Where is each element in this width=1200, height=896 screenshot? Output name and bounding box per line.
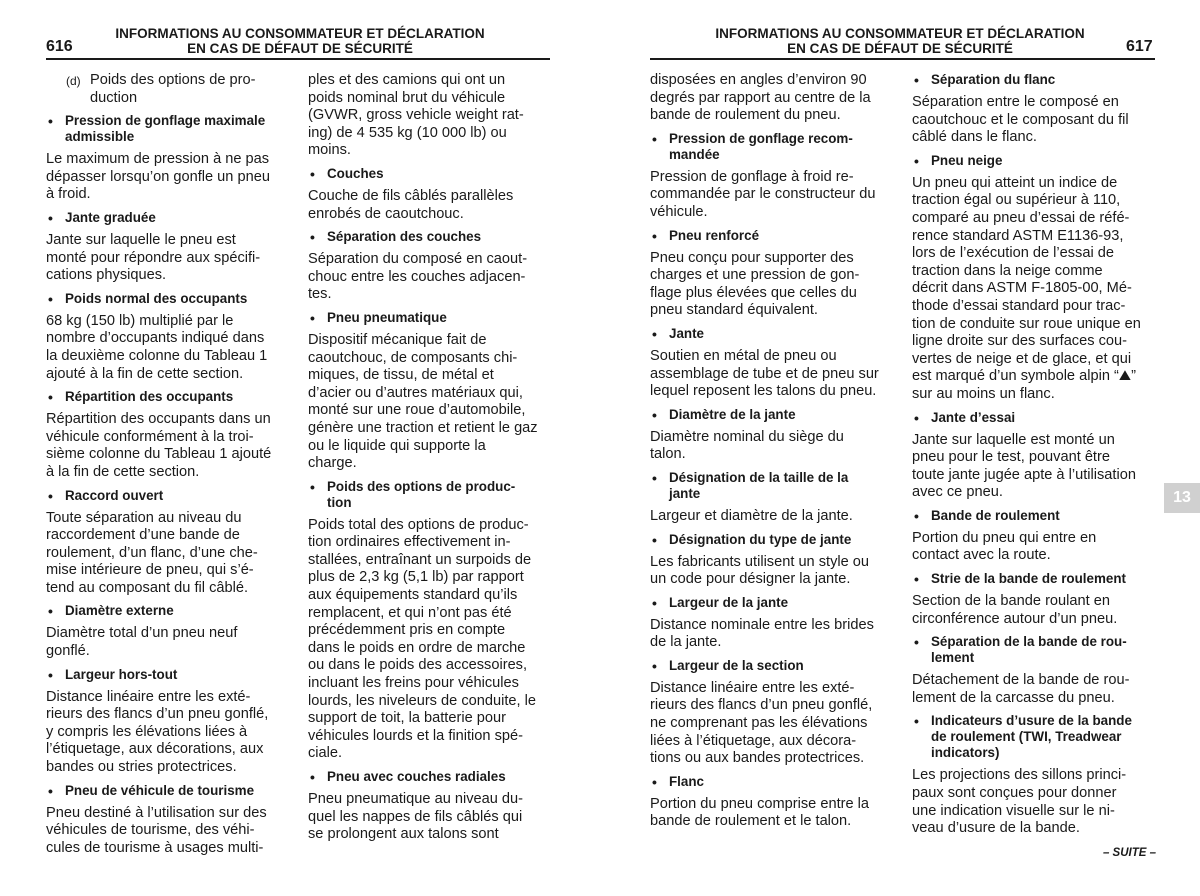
left-header-line2: EN CAS DE DÉFAUT DE SÉCURITÉ (187, 41, 413, 56)
term-heading: • Séparation du flanc (912, 72, 1160, 88)
term-heading: • Séparation de la bande de rou- lement (912, 634, 1160, 666)
right-page-number: 617 (1126, 38, 1153, 55)
definition-text: Distance nominale entre les brides de la jante. (650, 616, 874, 651)
term-heading: • Largeur de la section (650, 658, 900, 674)
term-heading: • Poids normal des occupants (46, 291, 296, 307)
right-header-line2: EN CAS DE DÉFAUT DE SÉCURITÉ (787, 41, 1013, 56)
term-heading: • Pneu neige (912, 153, 1160, 169)
term-heading: • Pneu de véhicule de tourisme (46, 783, 296, 799)
left-page-header (70, 26, 530, 56)
definition-text: Répartition des occupants dans un véhicule conformément à la troi- sième colonne du Tableau 1 ajouté à la fin de cette section. (46, 411, 272, 480)
section-tab[interactable]: 13 (1164, 483, 1200, 513)
definition-text: Pneu destiné à l’utilisation sur des véhicules de tourisme, des véhi- cules de tourisme à usages multi- (46, 804, 267, 856)
term-heading: • Largeur de la jante (650, 595, 900, 611)
term-heading: • Indicateurs d’usure de la bande de roulement (TWI, Treadwear indicators) (912, 713, 1160, 761)
definition-text: disposées en angles d’environ 90 degrés par rapport au centre de la bande de roulement du pneu. (650, 72, 871, 124)
term-heading: • Jante d’essai (912, 410, 1160, 426)
definition-text: Les projections des sillons princi- paux sont conçues pour donner une indication visuelle sur le ni- veau d’usure de la bande. (912, 767, 1127, 837)
term-heading: • Couches (308, 166, 554, 182)
continued-footer: – SUITE – (1102, 847, 1156, 859)
term-heading: • Jante graduée (46, 210, 296, 226)
term-heading: • Pression de gonflage maximale admissible (46, 113, 296, 145)
definition-text: Un pneu qui atteint un indice de traction égal ou supérieur à 110, comparé au pneu d’essai de réfé- rence standard ASTM E1136-93, lors de l’exécution de l’essai de traction dans la neige comme décrit dans ASTM F-1805-00, Mé- thode d’essai standard pour trac- tion de conduite sur roue unique en ligne droite sur des surfaces cou- vertes de neige et de glace, et qui est marqué d’un symbole alpin “⛰” sur au moins un flanc. (912, 174, 1141, 402)
term-heading: • Diamètre de la jante (650, 407, 900, 423)
definition-text: Pneu conçu pour supporter des charges et une pression de gon- flage plus élevées que celles du pneu standard équivalent. (650, 249, 860, 319)
definition-text: Distance linéaire entre les exté- rieurs des flancs d’un pneu gonflé, y compris les élévations liées à l’étiquetage, aux décorations, aux bandes ou stries protectrices. (46, 688, 269, 776)
definition-text: Détachement de la bande de rou- lement de la carcasse du pneu. (912, 672, 1130, 706)
term-heading: • Flanc (650, 774, 900, 790)
term-heading: • Jante (650, 326, 900, 342)
definition-text: Toute séparation au niveau du raccordement d’une bande de roulement, d’un flanc, d’une che- mise intérieure de pneu, qui s’é- tend au composant du fil câblé. (46, 509, 258, 596)
right-header-rule (650, 58, 1155, 60)
definition-text: Soutien en métal de pneu ou assemblage de tube et de pneu sur lequel reposent les talons du pneu. (650, 347, 879, 400)
sub-list-text: Poids des options de pro- duction (90, 72, 256, 106)
term-heading: • Pneu pneumatique (308, 310, 554, 326)
left-header-line1: INFORMATIONS AU CONSOMMATEUR ET DÉCLARATION (115, 26, 485, 41)
definition-text: Portion du pneu comprise entre la bande de roulement et le talon. (650, 795, 870, 830)
definition-text: Diamètre total d’un pneu neuf gonflé. (46, 625, 238, 660)
definition-text: Pression de gonflage à froid re- commandée par le constructeur du véhicule. (650, 168, 876, 220)
term-heading: • Diamètre externe (46, 603, 296, 619)
term-heading: • Poids des options de produc- tion (308, 479, 554, 511)
definition-text: Séparation du composé en caout- chouc entre les couches adjacen- tes. (308, 251, 528, 303)
definition-text: Poids total des options de produc- tion ordinaires effectivement in- stallées, entraînant un surpoids de plus de 2,3 kg (5,1 lb) par rapport aux équipements standard qu’ils remplacent, et qui n’ont pas été précédemment pris en compte dans le poids en ordre de marche ou dans le poids des accessoires, incluant les freins pour véhicules lourds, les niveleurs de conduite, le support de toit, la batterie pour véhicules lourds et la finition spé- ciale. (308, 516, 536, 762)
definition-text: Jante sur laquelle le pneu est monté pour répondre aux spécifi- cations physiques. (46, 231, 261, 284)
definition-text: Les fabricants utilisent un style ou un code pour désigner la jante. (650, 553, 870, 588)
definition-text: Distance linéaire entre les exté- rieurs des flancs d’un pneu gonflé, ne comprenant pas les élévations liées à l’étiquetage, aux décora- tions ou aux bandes protectrices. (650, 679, 873, 767)
column-2 (308, 72, 554, 850)
term-heading: • Pneu avec couches radiales (308, 769, 554, 785)
definition-text: Séparation entre le composé en caoutchouc et le composant du fil câblé dans le flanc. (912, 94, 1129, 146)
definition-text: Pneu pneumatique au niveau du- quel les nappes de fils câblés qui se prolongent aux talons sont (308, 791, 524, 843)
term-heading: • Désignation du type de jante (650, 532, 900, 548)
definition-text: Largeur et diamètre de la jante. (650, 507, 853, 524)
right-page-header (670, 26, 1130, 56)
left-header-rule (46, 58, 550, 60)
term-heading: • Répartition des occupants (46, 389, 296, 405)
definition-text: 68 kg (150 lb) multiplié par le nombre d’occupants indiqué dans la deuxième colonne du Tableau 1 ajouté à la fin de cette section. (46, 312, 268, 382)
term-heading: • Pression de gonflage recom- mandée (650, 131, 900, 163)
definition-text: Couche de fils câblés parallèles enrobés de caoutchouc. (308, 187, 514, 222)
definition-text: Section de la bande roulant en circonférence autour d’un pneu. (912, 593, 1118, 627)
term-heading: • Désignation de la taille de la jante (650, 470, 900, 502)
column-4 (912, 72, 1160, 844)
left-page-number: 616 (46, 38, 73, 55)
definition-text: ples et des camions qui ont un poids nominal brut du véhicule (GVWR, gross vehicle weight rat- ing) de 4 535 kg (10 000 lb) ou moins. (308, 72, 524, 159)
term-heading: • Pneu renforcé (650, 228, 900, 244)
definition-text: Portion du pneu qui entre en contact avec la route. (912, 529, 1097, 564)
definition-text: Diamètre nominal du siège du talon. (650, 428, 844, 463)
term-heading: • Bande de roulement (912, 508, 1160, 524)
term-heading: • Raccord ouvert (46, 488, 296, 504)
column-1 (46, 72, 296, 863)
sub-list-label: (d) (66, 74, 81, 88)
right-header-line1: INFORMATIONS AU CONSOMMATEUR ET DÉCLARATION (715, 26, 1085, 41)
term-heading: • Séparation des couches (308, 229, 554, 245)
definition-text: Dispositif mécanique fait de caoutchouc, de composants chi- miques, de tissu, de métal et d’acier ou d’autres matériaux qui, monté sur une roue d’automobile, génère une traction et retient le gaz ou le liquide qui supporte la charge. (308, 331, 538, 472)
column-3 (650, 72, 900, 837)
term-heading: • Largeur hors-tout (46, 667, 296, 683)
term-heading: • Strie de la bande de roulement (912, 571, 1160, 587)
definition-text: Le maximum de pression à ne pas dépasser lorsqu’on gonfle un pneu à froid. (46, 151, 270, 203)
sub-list-item (46, 72, 296, 107)
definition-text: Jante sur laquelle est monté un pneu pour le test, pouvant être toute jante jugée apte à l’utilisation avec ce pneu. (912, 431, 1136, 501)
